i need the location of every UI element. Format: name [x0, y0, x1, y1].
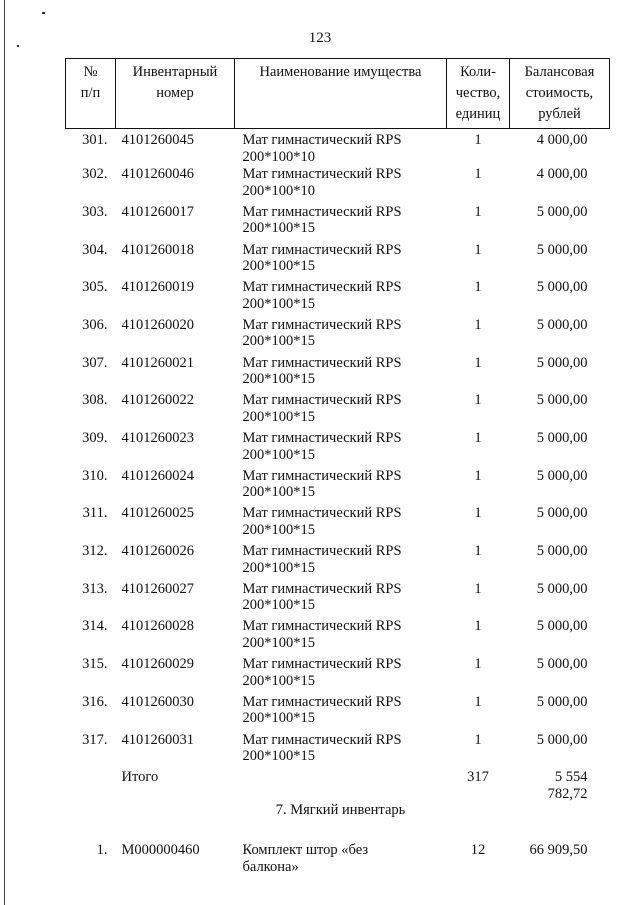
row-number: 312.	[82, 543, 108, 560]
item-name-line: 200*100*15	[242, 333, 315, 350]
item-name	[235, 392, 447, 430]
item-name-line: Мат гимнастический RPS	[242, 241, 402, 258]
table-row	[66, 317, 610, 355]
quantity: 1	[474, 392, 482, 409]
balance-cost: 5 000,00	[536, 505, 588, 522]
header-text: Балансовая	[524, 64, 595, 80]
item-name	[235, 129, 447, 167]
item-name-line: Мат гимнастический RPS	[242, 166, 402, 183]
inventory-number: 4101260025	[121, 505, 194, 522]
row-number: 305.	[82, 279, 108, 296]
item-name-line: Мат гимнастический RPS	[242, 543, 402, 560]
table-row	[66, 279, 610, 317]
table-row	[66, 694, 610, 732]
balance-cost: 5 000,00	[536, 354, 588, 371]
row-number: 315.	[82, 656, 108, 673]
total-empty-cell	[235, 769, 447, 802]
table-row	[66, 581, 610, 619]
total-row	[66, 769, 610, 802]
item-name	[235, 505, 447, 543]
balance-cost: 4 000,00	[536, 132, 588, 148]
header-text: стоимость,	[525, 85, 594, 101]
item-name-line: 200*100*15	[242, 672, 315, 689]
quantity: 1	[474, 279, 482, 296]
item-name-line: 200*100*15	[242, 521, 315, 538]
table-row	[66, 468, 610, 506]
section-empty-cell	[66, 802, 116, 842]
item-name-line: балкона»	[242, 858, 299, 875]
quantity: 1	[474, 132, 482, 148]
balance-cost: 5 000,00	[536, 656, 588, 673]
quantity: 1	[474, 203, 482, 220]
row-number: 313.	[82, 580, 108, 597]
balance-cost: 4 000,00	[536, 166, 588, 183]
item-name-line: 200*100*15	[242, 371, 315, 388]
balance-cost: 5 000,00	[536, 430, 588, 446]
table-row	[66, 618, 610, 656]
item-name-line: 200*100*15	[242, 597, 315, 614]
inventory-number: 4101260023	[121, 430, 194, 446]
row-number: 306.	[82, 316, 108, 333]
balance-cost: 5 000,00	[536, 618, 588, 635]
header-text: Коли-	[460, 64, 496, 80]
inventory-number: 4101260028	[121, 618, 194, 635]
header-text: чество,	[455, 85, 501, 101]
inventory-number: 4101260026	[121, 543, 194, 560]
quantity: 1	[474, 580, 482, 597]
table-header-row	[66, 59, 610, 129]
item-name-line: 200*100*15	[242, 484, 315, 501]
item-name-line: Мат гимнастический RPS	[242, 203, 402, 220]
quantity: 1	[474, 354, 482, 371]
item-name	[235, 842, 447, 880]
item-name-line: 200*100*15	[242, 295, 315, 312]
item-name	[235, 656, 447, 694]
row-number: 1.	[96, 842, 108, 859]
item-name-line: 200*100*15	[242, 258, 315, 275]
table-row	[66, 732, 610, 770]
header-inventory-number	[116, 59, 235, 129]
row-number: 311.	[82, 505, 108, 522]
table-row	[66, 392, 610, 430]
item-name	[235, 694, 447, 732]
item-name-line: 200*100*15	[242, 446, 315, 463]
table-row	[66, 204, 610, 242]
item-name-line: 200*100*15	[242, 634, 315, 651]
table-row	[66, 656, 610, 694]
total-cost: 5 554 782,72	[547, 769, 588, 802]
total-quantity: 317	[467, 769, 489, 786]
item-name	[235, 279, 447, 317]
balance-cost: 5 000,00	[536, 731, 588, 748]
item-name-line: 200*100*15	[242, 748, 315, 764]
quantity: 1	[474, 543, 482, 560]
item-name-line: 200*100*10	[242, 182, 315, 199]
inventory-number: М000000460	[121, 842, 200, 859]
header-num	[66, 59, 116, 129]
row-number: 314.	[82, 618, 108, 635]
inventory-number: 4101260021	[121, 354, 194, 371]
item-name	[235, 355, 447, 393]
quantity: 1	[474, 241, 482, 258]
inventory-number: 4101260027	[121, 580, 194, 597]
balance-cost: 5 000,00	[536, 279, 588, 296]
item-name-line: Мат гимнастический RPS	[242, 354, 402, 371]
quantity: 1	[474, 618, 482, 635]
page-number: 123	[308, 30, 332, 46]
item-name-line: Мат гимнастический RPS	[242, 505, 402, 522]
inventory-number: 4101260018	[121, 241, 194, 258]
item-name-line: Мат гимнастический RPS	[242, 430, 402, 446]
item-name-line: Мат гимнастический RPS	[242, 618, 402, 635]
quantity: 1	[474, 656, 482, 673]
table-row	[66, 166, 610, 204]
total-label: Итого	[121, 769, 159, 786]
table-row	[66, 430, 610, 468]
balance-cost: 66 909,50	[529, 842, 588, 859]
balance-cost: 5 000,00	[536, 580, 588, 597]
inventory-number: 4101260020	[121, 316, 194, 333]
table-row	[66, 129, 610, 167]
balance-cost: 5 000,00	[536, 203, 588, 220]
inventory-number: 4101260031	[121, 731, 194, 748]
header-quantity	[447, 59, 510, 129]
table-body	[66, 129, 610, 880]
item-name-line: Мат гимнастический RPS	[242, 656, 402, 673]
quantity: 1	[474, 430, 482, 446]
inventory-number: 4101260024	[121, 467, 194, 484]
row-number: 301.	[82, 132, 108, 148]
balance-cost: 5 000,00	[536, 543, 588, 560]
inventory-number: 4101260017	[121, 203, 194, 220]
table-row	[66, 842, 610, 880]
item-name-line: 200*100*15	[242, 220, 315, 237]
item-name-line: 200*100*10	[242, 148, 315, 165]
quantity: 1	[474, 316, 482, 333]
balance-cost: 5 000,00	[536, 693, 588, 710]
section-heading-row	[66, 802, 610, 842]
item-name-line: Мат гимнастический RPS	[242, 467, 402, 484]
header-balance-cost	[510, 59, 610, 129]
inventory-number: 4101260022	[121, 392, 194, 409]
item-name-line: Мат гимнастический RPS	[242, 132, 402, 148]
section-empty-cell	[510, 802, 610, 842]
header-text: Наименование имущества	[259, 64, 422, 80]
header-text: единиц	[455, 106, 501, 122]
row-number: 303.	[82, 203, 108, 220]
item-name-line: Мат гимнастический RPS	[242, 279, 402, 296]
inventory-table	[65, 58, 610, 880]
section-empty-cell	[116, 802, 235, 842]
quantity: 1	[474, 505, 482, 522]
item-name-line: Комплект штор «без	[242, 842, 369, 859]
row-number: 302.	[82, 166, 108, 183]
quantity: 1	[474, 731, 482, 748]
row-number: 308.	[82, 392, 108, 409]
row-number: 317.	[82, 731, 108, 748]
quantity: 1	[474, 166, 482, 183]
inventory-number: 4101260029	[121, 656, 194, 673]
section-heading: 7. Мягкий инвентарь	[275, 802, 406, 819]
item-name-line: Мат гимнастический RPS	[242, 731, 402, 748]
item-name-line: Мат гимнастический RPS	[242, 316, 402, 333]
item-name	[235, 430, 447, 468]
header-text: рублей	[538, 106, 581, 122]
header-text: номер	[156, 85, 194, 101]
inventory-number: 4101260046	[121, 166, 194, 183]
row-number: 307.	[82, 354, 108, 371]
item-name	[235, 204, 447, 242]
row-number: 304.	[82, 241, 108, 258]
balance-cost: 5 000,00	[536, 316, 588, 333]
header-text: п/п	[80, 85, 101, 101]
item-name-line: 200*100*15	[242, 710, 315, 727]
header-text: №	[83, 64, 98, 80]
row-number: 316.	[82, 693, 108, 710]
item-name-line: Мат гимнастический RPS	[242, 580, 402, 597]
item-name-line: 200*100*15	[242, 559, 315, 576]
item-name-line: Мат гимнастический RPS	[242, 693, 402, 710]
table-row	[66, 505, 610, 543]
item-name-line: 200*100*15	[242, 408, 315, 425]
item-name	[235, 468, 447, 506]
quantity: 12	[470, 842, 486, 859]
quantity: 1	[474, 467, 482, 484]
section-empty-cell	[447, 802, 510, 842]
scan-edge-line	[4, 0, 5, 905]
quantity: 1	[474, 693, 482, 710]
table-row	[66, 543, 610, 581]
item-name	[235, 543, 447, 581]
item-name-line: Мат гимнастический RPS	[242, 392, 402, 409]
balance-cost: 5 000,00	[536, 392, 588, 409]
inventory-number: 4101260019	[121, 279, 194, 296]
balance-cost: 5 000,00	[536, 241, 588, 258]
table-row	[66, 355, 610, 393]
inventory-number: 4101260045	[121, 132, 194, 148]
total-empty-cell	[66, 769, 116, 802]
row-number: 310.	[82, 467, 108, 484]
balance-cost: 5 000,00	[536, 467, 588, 484]
item-name	[235, 732, 447, 770]
scan-speck	[42, 12, 45, 14]
inventory-number: 4101260030	[121, 693, 194, 710]
item-name	[235, 618, 447, 656]
item-name	[235, 317, 447, 355]
item-name	[235, 581, 447, 619]
row-number: 309.	[82, 430, 108, 446]
item-name	[235, 166, 447, 204]
item-name	[235, 242, 447, 280]
table-row	[66, 242, 610, 280]
header-text: Инвентарный	[132, 64, 218, 80]
header-item-name	[235, 59, 447, 129]
